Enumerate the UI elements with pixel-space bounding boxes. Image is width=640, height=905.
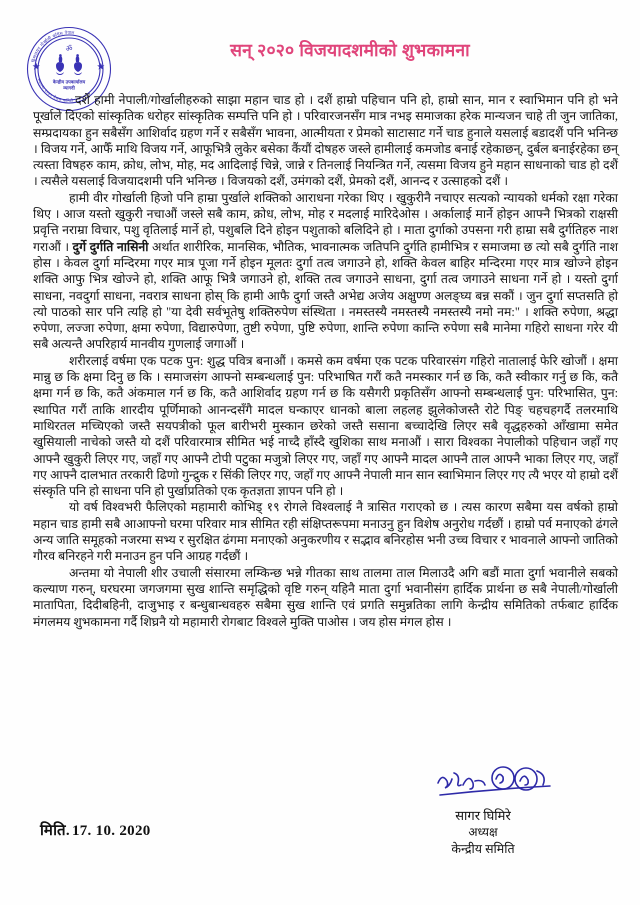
letter-header — [0, 0, 640, 104]
paragraph-1: दशैं हामी नेपाली/गोर्खालीहरुको साझा महान चाड हो । दशैं हाम्रो पहिचान पनि हो, हाम्रो सान, मान र स्वाभिमान पनि हो भने पूर्खाले दिएको सांस्कृतिक धरोहर सांस्कृतिक सम्पत्ति पनि हो । परिवारजनसँग मात्र नभइ समाजका हरेक मान्यजन चाहे ती जुन जातिका, सम्प्रदायका हुन सबैसँग आशिर्वाद ग्रहण गर्ने र सबैसँग भावना, आत्मीयता र प्रेमको साटासाट गर्ने चाड हुनाले यसलाई बडादशैं पनि भनिन्छ । विजय गर्ने, आफैँ माथि विजय गर्ने, आफूभित्रै लुकेर बसेका कैंयौं दोषहरु जस्ले हामीलाई कमजोड बनाई रहेकाछन्, दुर्बल बनाईरहेका छन् त्यस्ता विषहरु काम, क्रोध, लोभ, मोह, मद आदिलाई चिन्ने, जान्ने र तिनलाई नियन्त्रित गर्ने, त्यसमा विजय हुने महान साधनाको चाड हो दशैं । त्यसैले यसलाई विजयादशमी पनि भनिन्छ । विजयको दशैं, उमंगको दशैं, प्रेमको दशैं, आनन्द र उत्साहको दशैं । — [33, 93, 618, 189]
paragraph-2-bold-phrase: दुर्गे दुर्गति नासिनी — [72, 239, 149, 254]
signature-block — [378, 765, 588, 858]
date-value: 17. 10. 2020 — [71, 823, 151, 839]
paragraph-2-text-before-bold: हामी वीर गोर्खाली हिजो पनि हाम्रा पुर्खाले शक्तिको आराधना गरेका थिए । खुकुरीनै नचाएर सत्यको न्यायको धर्मको रक्षा गरेका थिए । आज यस्तो खुकुरी नचाऔं जस्ले सबै काम, क्रोध, लोभ, मोह र मदलाई मारिदेओस । अर्कालाई मार्ने होइन आफ्नै भित्रको राक्षसी प्रवृत्ति नराम्रा विचार, पशु वृतिलाई मार्ने हो, पशुबलि दिने होइन पशुताको बलिदिने हो । माता दुर्गाको उपसना गरी हाम्रा सबै दुर्गतिहरु नाश गराऔं । — [33, 190, 618, 254]
svg-text:हिमालयन गोर्खाली काँग्रेस नेपा: हिमालयन गोर्खाली काँग्रेस नेपाल — [30, 29, 75, 63]
letter-body — [33, 92, 618, 630]
signatory-name: सागर घिमिरे — [455, 808, 511, 823]
date-line — [40, 820, 151, 840]
signatory-organization: केन्द्रीय समिति — [451, 842, 515, 856]
date-label: मिति. — [40, 823, 70, 839]
svg-text:ॐ: ॐ — [65, 44, 73, 53]
paragraph-4: यो वर्ष विश्वभरी फैलिएको महामारी कोभिड् १९ रोगले विश्वलाई नै त्रासित गराएको छ । त्यस कारण सबैमा यस वर्षको हाम्रो महान चाड हामी सबै आआफ्नो घरमा परिवार मात्र सीमित रही संक्षिप्तरूपमा मनाउनु हुन विशेष अनुरोध गर्दछौं । हाम्रो पर्व मनाएको ढंगले अन्य जाति समूहको नजरमा सभ्य र सुरक्षित ढंगमा मनाएको अनुकरणीय र सद्भाव बनिरहोस भनी उच्च विचार र भावनाले आफ्नो जातिको गौरव बनिरहने गरी मनाउन हुन पनि आग्रह गर्दछौं । — [33, 500, 618, 564]
paragraph-3: शरीरलाई वर्षमा एक पटक पुन: शुद्ध पवित्र बनाऔं । कमसे कम वर्षमा एक पटक परिवारसंग गहिरो नातालाई फेरि खोजौं । क्षमा मान्नु छ कि क्षमा दिनु छ कि । समाजसंग आफ्नो सम्बन्धलाई पुन: परिभाषित गरौं कतै नमस्कार गर्न छ कि, कतै स्वीकार गर्नु छ कि, कतै क्षमा गर्न छ कि, कतै अंकमाल गर्न छ कि, कतै आशिर्वाद ग्रहण गर्न छ कि यसैगरी प्रकृतिसँग आफ्नो सम्बन्धलाई पुन: परिभासित, पुन: स्थापित गरौं ताकि शारदीय पूर्णिमाको आनन्दसँगै मादल घन्काएर धानको बाला लहलह झुलेकोजस्तै रोटे पिङ् चहचहगर्दै तलरमाथि माथिरतल मच्चिएको जस्तै सयपत्रीको फूल बारीभरी मुस्कान छरेको जस्तै ससाना बच्चादेखि लिएर सबै वृद्धहरुको आँखामा समेत खुसियाली नाचेको जस्तै यो दशैं परिवारमात्र सीमित भई नाच्दै हाँस्दै खुशिका साथ मनाऔं । सारा विश्वका नेपालीको पहिचान जहाँ गए आफ्नै खुकुरी लिएर गए, जहाँ गए आफ्नै टोपी पटुका मजुत्रो लिएर गए, जहाँ गए आफ्नै मादल आफ्नै ताल आफ्नै भाका लिएर गए, जहाँ गए आफ्नै दालभात तरकारी ढिणो गुन्द्रुक र सिंकी लिएर गए, जहाँ गए आफ्नै नेपाली मान सान स्वाभिमान लिएर गए त्यै भएर यो हाम्रो दशैं संस्कृति पनि हो साधना पनि हो पुर्खाप्रतिको एक कृतज्ञता ज्ञापन पनि हो । — [33, 353, 618, 499]
handwritten-signature — [378, 765, 588, 805]
seal-inner-line2: म्यागदी — [63, 86, 75, 92]
svg-text:स्थापना २०४९ नेपाल कमिटी: स्थापना २०४९ नेपाल कमिटी — [36, 77, 74, 104]
paragraph-2 — [33, 190, 618, 353]
seal-inner-line1: केन्द्रीय उपकार्यालय — [52, 80, 86, 86]
paragraph-2-text-after-bold: अर्थात शारीरिक, मानसिक, भौतिक, भावनात्मक जतिपनि दुर्गति हामीभित्र र समाजमा छ त्यो सबै दुर्गति नाश होस । केवल दुर्गा मन्दिरमा गएर मात्र पूजा गर्ने होइन मूलतः दुर्गा तत्व जगाउने हो, शक्ति केवल बाहिर मन्दिरमा गएर मात्र खोज्ने होइन शक्ति आफु भित्र खोज्ने हो, शक्ति आफू भित्रै जगाउने हो, शक्ति तत्व जगाउने साधना, दुर्गा तत्व जगाउने साधना गर्ने हो । यस्तो दुर्गा साधना, नवदुर्गा साधना, नवरात्र साधना होस् कि हामी आफै दुर्गा जस्तै अभेद्य अजेय अक्षुण्ण अलङ्घ्य बन्न सकौं । जुन दुर्गा सप्तसति हो त्यो पाठको सार पनि त्यहि हो "या देवी सर्वभूतेषु शक्तिरुपेण संस्थिता । नमस्तस्यै नमस्तस्यै नमस्तस्यै नमो नम:" । शक्ति रुपेणा, श्रद्धा रुपेणा, लज्जा रुपेणा, क्षमा रुपेणा, विद्यारुपेणा, तुष्टी रुपेणा, पुष्टि रुपेणा, शान्ति रुपेणा कान्ति रुपेणा सबै मानेमा गहिरो साधना गरेर यी सबै अत्यन्तै अपरिहार्य मानवीय गुणलाई जगाऔं । — [33, 239, 618, 352]
signatory-role: अध्यक्ष — [468, 825, 498, 839]
page-title: सन् २०२० विजयादशमीको शुभकामना — [230, 40, 470, 60]
paragraph-5: अन्तमा यो नेपाली शीर उचाली संसारमा लम्किन्छ भन्ने गीतका साथ तालमा ताल मिलाउदै अगि बडौं माता दुर्गा भवानीले सबको कल्याण गरुन्, घरघरमा जगजगमा सुख शान्ति समृद्धिको वृष्टि गरुन् यहिनै माता दुर्गा भवानीसंग हार्दिक प्रार्थना छ सबै नेपाली/गोर्खाली मातापिता, दिदीबहिनी, दाजुभाइ र बन्धुबान्धवहरु सबैमा सुख शान्ति एवं प्रगति समुन्नतिका लागि केन्द्रीय समितिको तर्फबाट हार्दिक मंगलमय शुभकामना गर्दै शिघ्रनै यो महामारी रोगबाट विश्वले मुक्ति पाओस । जय होस मंगल होस । — [33, 565, 618, 629]
